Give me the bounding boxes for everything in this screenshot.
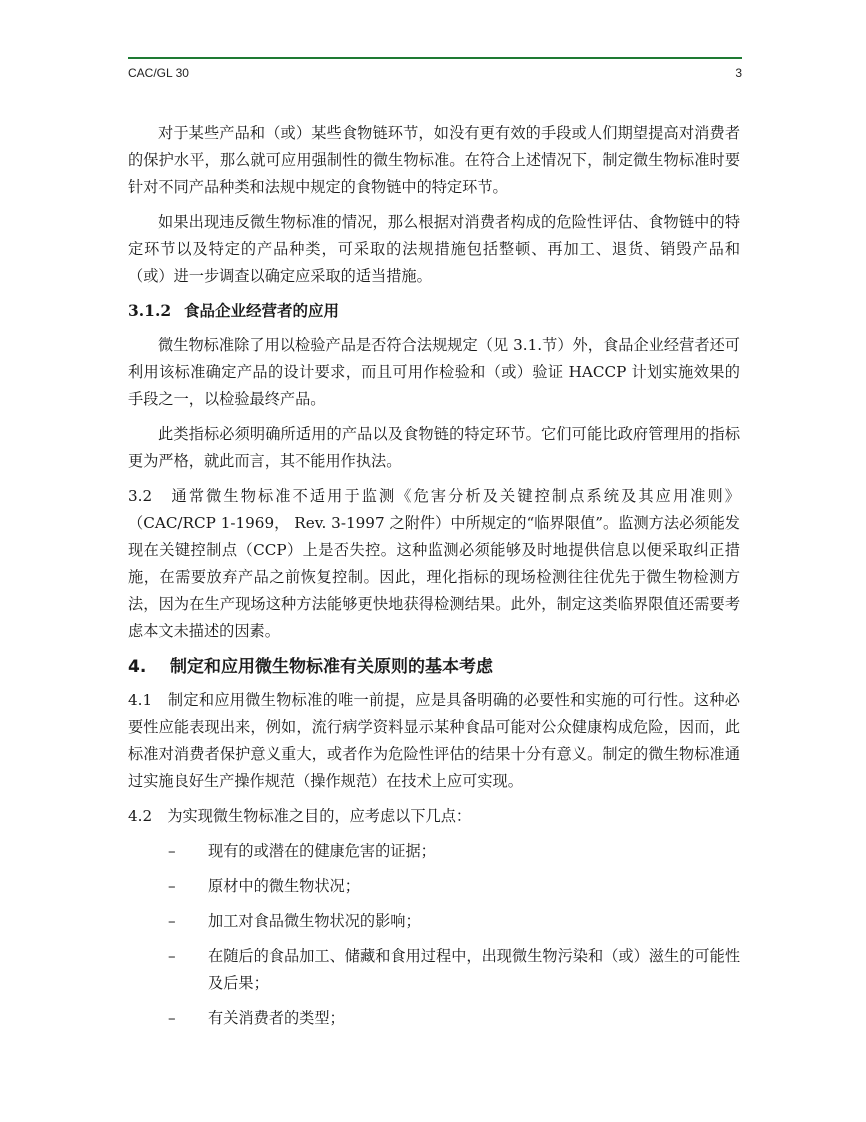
list-item <box>128 943 740 997</box>
list-item-text: 加工对食品微生物状况的影响； <box>208 912 421 930</box>
list-dash: – <box>168 912 176 930</box>
section-3-1-2-number: 3.1.2 <box>128 301 172 320</box>
section-3-1-2-heading <box>128 298 740 324</box>
list-item-text: 现有的或潜在的健康危害的证据； <box>208 842 436 860</box>
list-item <box>128 838 740 865</box>
header-doc-code: CAC/GL 30 <box>128 66 189 80</box>
page-content <box>128 120 740 1040</box>
list-item <box>128 873 740 900</box>
paragraph-3: 微生物标准除了用以检验产品是否符合法规规定（见 3.1.节）外，食品企业经营者还可利用该标准确定产品的设计要求，而且可用作检验和（或）验证 HACCP 计划实施效果的手段之一，以检验最终产品。 <box>128 336 740 408</box>
header-page-number: 3 <box>735 66 742 80</box>
header-rule <box>128 57 742 59</box>
list-item-text: 在随后的食品加工、储藏和食用过程中，出现微生物污染和（或）滋生的可能性及后果； <box>208 947 740 992</box>
section-4-number: 4. <box>128 657 147 677</box>
list-dash: – <box>168 947 176 965</box>
section-3-1-2-title: 食品企业经营者的应用 <box>184 301 340 320</box>
list-item-text: 原材中的微生物状况； <box>208 877 360 895</box>
paragraph-1: 对于某些产品和（或）某些食物链环节，如没有更有效的手段或人们期望提高对消费者的保护水平，那么就可应用强制性的微生物标准。在符合上述情况下，制定微生物标准时要针对不同产品种类和法规中规定的食物链中的特定环节。 <box>128 124 740 196</box>
paragraph-3-2: 3.2 通常微生物标准不适用于监测《危害分析及关键控制点系统及其应用准则》（CAC/RCP 1-1969， Rev. 3-1997 之附件）中所规定的“临界限值”。监测方法必须能发现在关键控制点（CCP）上是否失控。这种监测必须能够及时地提供信息以便采取纠正措施，在需要放弃产品之前恢复控制。因此，理化指标的现场检测往往优先于微生物检测方法，因为在生产现场这种方法能够更快地获得检测结果。此外，制定这类临界限值还需要考虑本文未描述的因素。 <box>128 487 740 640</box>
section-4-heading <box>128 653 740 681</box>
paragraph-2: 如果出现违反微生物标准的情况，那么根据对消费者构成的危险性评估、食物链中的特定环节以及特定的产品种类，可采取的法规措施包括整顿、再加工、退货、销毁产品和（或）进一步调查以确定应采取的适当措施。 <box>128 213 740 285</box>
list-item <box>128 908 740 935</box>
list-dash: – <box>168 842 176 860</box>
paragraph-4-1: 4.1 制定和应用微生物标准的唯一前提，应是具备明确的必要性和实施的可行性。这种必要性应能表现出来，例如，流行病学资料显示某种食品可能对公众健康构成危险，因而，此标准对消费者保护意义重大，或者作为危险性评估的结果十分有意义。制定的微生物标准通过实施良好生产操作规范（操作规范）在技术上应可实现。 <box>128 691 740 790</box>
section-4-title: 制定和应用微生物标准有关原则的基本考虑 <box>170 657 493 677</box>
list-item <box>128 1005 740 1032</box>
paragraph-4-2: 4.2 为实现微生物标准之目的，应考虑以下几点： <box>128 807 472 825</box>
list-dash: – <box>168 1009 176 1027</box>
considerations-list <box>128 838 740 1032</box>
list-item-text: 有关消费者的类型； <box>208 1009 345 1027</box>
paragraph-4: 此类指标必须明确所适用的产品以及食物链的特定环节。它们可能比政府管理用的指标更为严格，就此而言，其不能用作执法。 <box>128 425 740 470</box>
list-dash: – <box>168 877 176 895</box>
